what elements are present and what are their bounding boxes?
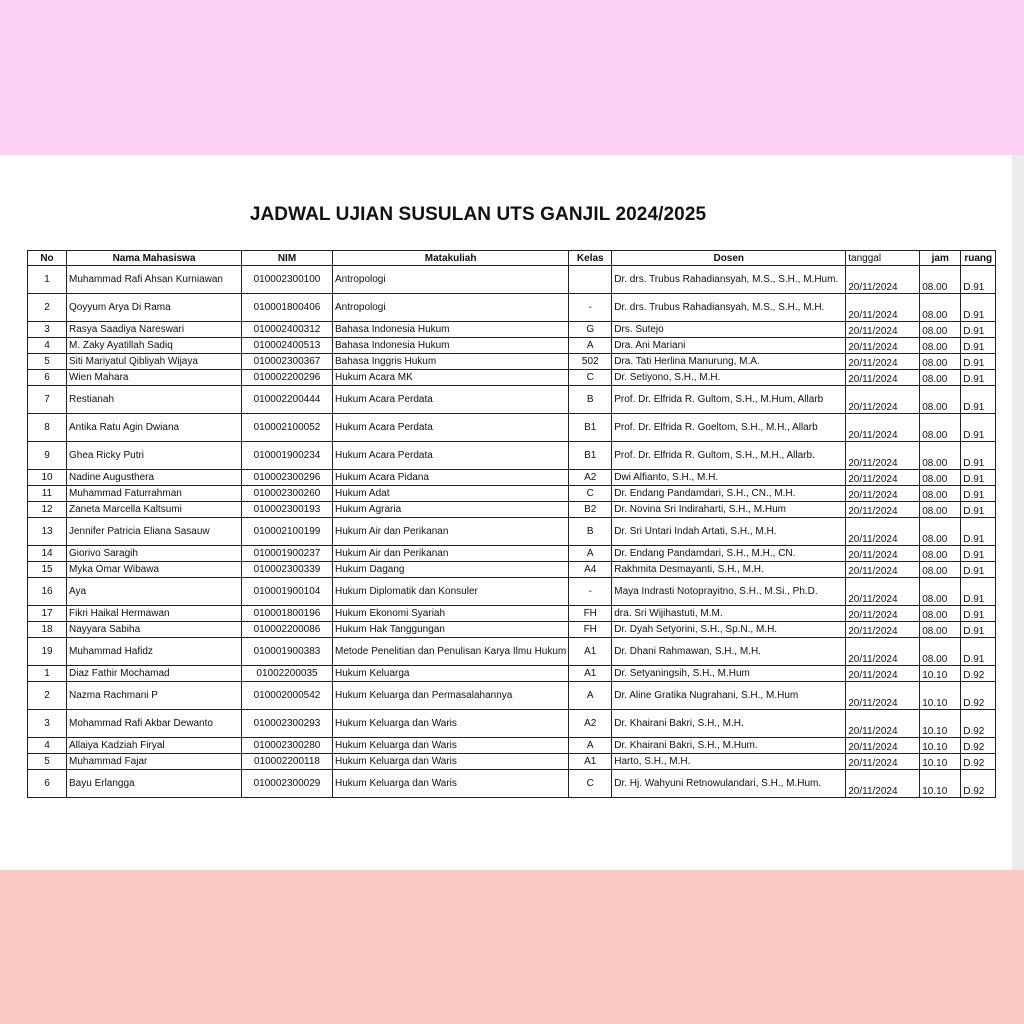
cell-jam: 08.00 (920, 322, 961, 338)
cell-no: 9 (28, 442, 67, 470)
cell-jam: 08.00 (920, 606, 961, 622)
cell-nama: Giorivo Saragih (67, 546, 242, 562)
top-pink-band (0, 0, 1024, 155)
cell-nama: Siti Mariyatul Qibliyah Wijaya (67, 354, 242, 370)
table-row (28, 666, 996, 682)
cell-dosen: Prof. Dr. Elfrida R. Gultom, S.H., M.Hum, Allarb (612, 386, 846, 414)
header-ruang: ruang (961, 251, 996, 266)
table-row (28, 386, 996, 414)
cell-ruang: D.91 (961, 370, 996, 386)
cell-nama: Mohammad Rafi Akbar Dewanto (67, 710, 242, 738)
cell-tanggal: 20/11/2024 (846, 470, 920, 486)
cell-kelas: - (569, 294, 612, 322)
cell-jam: 10.10 (920, 770, 961, 798)
cell-tanggal: 20/11/2024 (846, 606, 920, 622)
cell-matakuliah: Bahasa Indonesia Hukum (333, 322, 569, 338)
cell-nama: Wien Mahara (67, 370, 242, 386)
cell-kelas: A1 (569, 754, 612, 770)
header-tanggal: tanggal (846, 251, 920, 266)
cell-tanggal: 20/11/2024 (846, 710, 920, 738)
cell-nama: Bayu Erlangga (67, 770, 242, 798)
cell-jam: 08.00 (920, 578, 961, 606)
cell-kelas: B (569, 518, 612, 546)
cell-no: 1 (28, 666, 67, 682)
cell-dosen: Dr. Khairani Bakri, S.H., M.Hum. (612, 738, 846, 754)
cell-dosen: Dr. Dhani Rahmawan, S.H., M.H. (612, 638, 846, 666)
cell-nama: Muhammad Fajar (67, 754, 242, 770)
table-row (28, 606, 996, 622)
cell-no: 6 (28, 370, 67, 386)
cell-kelas: B1 (569, 414, 612, 442)
cell-matakuliah: Antropologi (333, 294, 569, 322)
cell-nama: Jennifer Patricia Eliana Sasauw (67, 518, 242, 546)
cell-nama: Myka Omar Wibawa (67, 562, 242, 578)
cell-tanggal: 20/11/2024 (846, 622, 920, 638)
table-row (28, 770, 996, 798)
cell-nama: Qoyyum Arya Di Rama (67, 294, 242, 322)
cell-dosen: Dwi Alfianto, S.H., M.H. (612, 470, 846, 486)
cell-ruang: D.91 (961, 322, 996, 338)
cell-nama: Muhammad Rafi Ahsan Kurniawan (67, 266, 242, 294)
cell-no: 7 (28, 386, 67, 414)
cell-no: 3 (28, 710, 67, 738)
cell-nim: 010002300029 (242, 770, 333, 798)
cell-tanggal: 20/11/2024 (846, 546, 920, 562)
cell-nim: 010001800406 (242, 294, 333, 322)
cell-nim: 010002300293 (242, 710, 333, 738)
cell-nama: Aya (67, 578, 242, 606)
cell-jam: 10.10 (920, 682, 961, 710)
cell-nim: 010002400312 (242, 322, 333, 338)
cell-tanggal: 20/11/2024 (846, 386, 920, 414)
cell-ruang: D.92 (961, 770, 996, 798)
cell-no: 17 (28, 606, 67, 622)
cell-jam: 08.00 (920, 502, 961, 518)
cell-dosen: dra. Sri Wijihastuti, M.M. (612, 606, 846, 622)
cell-dosen: Dr. drs. Trubus Rahadiansyah, M.S., S.H., M.Hum. (612, 266, 846, 294)
cell-nim: 010002300367 (242, 354, 333, 370)
cell-nim: 010002200444 (242, 386, 333, 414)
cell-matakuliah: Hukum Keluarga (333, 666, 569, 682)
cell-matakuliah: Hukum Adat (333, 486, 569, 502)
cell-kelas: FH (569, 622, 612, 638)
cell-matakuliah: Hukum Acara MK (333, 370, 569, 386)
cell-nim: 010002200086 (242, 622, 333, 638)
cell-ruang: D.91 (961, 578, 996, 606)
cell-nim: 010001900237 (242, 546, 333, 562)
cell-tanggal: 20/11/2024 (846, 770, 920, 798)
table-row (28, 442, 996, 470)
cell-ruang: D.91 (961, 386, 996, 414)
cell-nama: Allaiya Kadziah Firyal (67, 738, 242, 754)
cell-jam: 08.00 (920, 486, 961, 502)
table-row (28, 754, 996, 770)
cell-ruang: D.91 (961, 546, 996, 562)
cell-dosen: Dr. Setyaningsih, S.H., M.Hum (612, 666, 846, 682)
cell-nama: Nayyara Sabiha (67, 622, 242, 638)
cell-kelas: A1 (569, 638, 612, 666)
cell-nim: 010002300339 (242, 562, 333, 578)
table-row (28, 518, 996, 546)
cell-nim: 010002400513 (242, 338, 333, 354)
cell-kelas: A2 (569, 710, 612, 738)
cell-nama: Nadine Augusthera (67, 470, 242, 486)
cell-jam: 08.00 (920, 414, 961, 442)
header-matakuliah: Matakuliah (333, 251, 569, 266)
cell-nim: 010001800196 (242, 606, 333, 622)
table-body (28, 266, 996, 798)
cell-no: 2 (28, 294, 67, 322)
cell-kelas: - (569, 578, 612, 606)
cell-jam: 08.00 (920, 518, 961, 546)
cell-tanggal: 20/11/2024 (846, 442, 920, 470)
table-row (28, 338, 996, 354)
cell-tanggal: 20/11/2024 (846, 754, 920, 770)
cell-kelas: 502 (569, 354, 612, 370)
cell-no: 4 (28, 738, 67, 754)
cell-tanggal: 20/11/2024 (846, 578, 920, 606)
cell-nim: 010002200296 (242, 370, 333, 386)
cell-kelas: C (569, 370, 612, 386)
cell-no: 18 (28, 622, 67, 638)
document-title: JADWAL UJIAN SUSULAN UTS GANJIL 2024/2025 (249, 204, 707, 225)
cell-jam: 08.00 (920, 546, 961, 562)
cell-dosen: Dr. drs. Trubus Rahadiansyah, M.S., S.H., M.H. (612, 294, 846, 322)
cell-ruang: D.91 (961, 266, 996, 294)
cell-jam: 08.00 (920, 338, 961, 354)
cell-no: 4 (28, 338, 67, 354)
cell-matakuliah: Hukum Ekonomi Syariah (333, 606, 569, 622)
table-row (28, 470, 996, 486)
table-row (28, 562, 996, 578)
cell-nim: 010002100052 (242, 414, 333, 442)
cell-matakuliah: Hukum Acara Perdata (333, 386, 569, 414)
cell-dosen: Prof. Dr. Elfrida R. Gultom, S.H., M.H., Allarb. (612, 442, 846, 470)
cell-kelas: A (569, 546, 612, 562)
cell-matakuliah: Hukum Keluarga dan Waris (333, 770, 569, 798)
cell-matakuliah: Hukum Air dan Perikanan (333, 518, 569, 546)
cell-dosen: Dr. Hj. Wahyuni Retnowulandari, S.H., M.Hum. (612, 770, 846, 798)
schedule-table (27, 250, 996, 798)
cell-jam: 10.10 (920, 666, 961, 682)
cell-tanggal: 20/11/2024 (846, 502, 920, 518)
bottom-pink-band (0, 870, 1024, 1024)
cell-tanggal: 20/11/2024 (846, 682, 920, 710)
cell-matakuliah: Hukum Keluarga dan Waris (333, 710, 569, 738)
table-row (28, 682, 996, 710)
cell-ruang: D.91 (961, 354, 996, 370)
cell-matakuliah: Hukum Keluarga dan Waris (333, 738, 569, 754)
cell-matakuliah: Bahasa Inggris Hukum (333, 354, 569, 370)
cell-ruang: D.92 (961, 754, 996, 770)
cell-nim: 010001900383 (242, 638, 333, 666)
cell-matakuliah: Hukum Acara Pidana (333, 470, 569, 486)
cell-ruang: D.92 (961, 666, 996, 682)
cell-kelas: C (569, 486, 612, 502)
cell-nama: Muhammad Hafidz (67, 638, 242, 666)
cell-dosen: Harto, S.H., M.H. (612, 754, 846, 770)
cell-matakuliah: Hukum Agraria (333, 502, 569, 518)
cell-dosen: Dr. Aline Gratika Nugrahani, S.H., M.Hum (612, 682, 846, 710)
cell-dosen: Dra. Tati Herlina Manurung, M.A. (612, 354, 846, 370)
cell-tanggal: 20/11/2024 (846, 414, 920, 442)
cell-nama: Rasya Saadiya Nareswari (67, 322, 242, 338)
cell-tanggal: 20/11/2024 (846, 666, 920, 682)
cell-nim: 010002300100 (242, 266, 333, 294)
cell-no: 16 (28, 578, 67, 606)
cell-tanggal: 20/11/2024 (846, 562, 920, 578)
cell-ruang: D.92 (961, 682, 996, 710)
cell-jam: 08.00 (920, 354, 961, 370)
cell-nim: 010002300193 (242, 502, 333, 518)
cell-nama: Fikri Haikal Hermawan (67, 606, 242, 622)
cell-nim: 010002300260 (242, 486, 333, 502)
cell-nama: Restianah (67, 386, 242, 414)
cell-kelas (569, 266, 612, 294)
cell-no: 6 (28, 770, 67, 798)
cell-ruang: D.91 (961, 562, 996, 578)
cell-matakuliah: Hukum Acara Perdata (333, 414, 569, 442)
cell-ruang: D.91 (961, 502, 996, 518)
table-row (28, 710, 996, 738)
cell-matakuliah: Hukum Acara Perdata (333, 442, 569, 470)
cell-ruang: D.91 (961, 338, 996, 354)
cell-nama: Ghea Ricky Putri (67, 442, 242, 470)
cell-ruang: D.92 (961, 710, 996, 738)
cell-dosen: Dr. Dyah Setyorini, S.H., Sp.N., M.H. (612, 622, 846, 638)
cell-nama: Antika Ratu Agin Dwiana (67, 414, 242, 442)
cell-dosen: Drs. Sutejo (612, 322, 846, 338)
cell-kelas: A (569, 338, 612, 354)
cell-nim: 010001900104 (242, 578, 333, 606)
cell-jam: 08.00 (920, 622, 961, 638)
page-edge (1012, 155, 1024, 870)
cell-nama: M. Zaky Ayatillah Sadiq (67, 338, 242, 354)
cell-matakuliah: Hukum Dagang (333, 562, 569, 578)
cell-matakuliah: Antropologi (333, 266, 569, 294)
table-row (28, 266, 996, 294)
cell-ruang: D.91 (961, 622, 996, 638)
table-row (28, 486, 996, 502)
table-row (28, 502, 996, 518)
cell-no: 2 (28, 682, 67, 710)
table-row (28, 638, 996, 666)
cell-kelas: B (569, 386, 612, 414)
cell-no: 10 (28, 470, 67, 486)
cell-no: 1 (28, 266, 67, 294)
cell-kelas: B2 (569, 502, 612, 518)
cell-ruang: D.91 (961, 606, 996, 622)
cell-matakuliah: Hukum Keluarga dan Waris (333, 754, 569, 770)
cell-jam: 08.00 (920, 386, 961, 414)
cell-no: 5 (28, 354, 67, 370)
cell-no: 13 (28, 518, 67, 546)
cell-kelas: A4 (569, 562, 612, 578)
cell-ruang: D.91 (961, 414, 996, 442)
cell-dosen: Dra. Ani Mariani (612, 338, 846, 354)
cell-ruang: D.91 (961, 518, 996, 546)
cell-nama: Diaz Fathir Mochamad (67, 666, 242, 682)
cell-jam: 08.00 (920, 266, 961, 294)
cell-matakuliah: Metode Penelitian dan Penulisan Karya Ilmu Hukum (333, 638, 569, 666)
cell-ruang: D.91 (961, 294, 996, 322)
cell-jam: 08.00 (920, 638, 961, 666)
cell-dosen: Dr. Endang Pandamdari, S.H., CN., M.H. (612, 486, 846, 502)
cell-dosen: Rakhmita Desmayanti, S.H., M.H. (612, 562, 846, 578)
header-no: No (28, 251, 67, 266)
cell-ruang: D.91 (961, 486, 996, 502)
cell-tanggal: 20/11/2024 (846, 294, 920, 322)
cell-jam: 08.00 (920, 442, 961, 470)
cell-ruang: D.92 (961, 738, 996, 754)
cell-tanggal: 20/11/2024 (846, 518, 920, 546)
cell-dosen: Dr. Novina Sri Indiraharti, S.H., M.Hum (612, 502, 846, 518)
cell-dosen: Prof. Dr. Elfrida R. Goeltom, S.H., M.H., Allarb (612, 414, 846, 442)
cell-nim: 010002300280 (242, 738, 333, 754)
cell-no: 3 (28, 322, 67, 338)
cell-kelas: FH (569, 606, 612, 622)
cell-nim: 01002200035 (242, 666, 333, 682)
cell-matakuliah: Hukum Diplomatik dan Konsuler (333, 578, 569, 606)
cell-tanggal: 20/11/2024 (846, 738, 920, 754)
cell-ruang: D.91 (961, 470, 996, 486)
cell-jam: 08.00 (920, 470, 961, 486)
cell-no: 15 (28, 562, 67, 578)
cell-tanggal: 20/11/2024 (846, 266, 920, 294)
cell-jam: 08.00 (920, 562, 961, 578)
cell-kelas: A1 (569, 666, 612, 682)
cell-tanggal: 20/11/2024 (846, 486, 920, 502)
cell-jam: 10.10 (920, 738, 961, 754)
cell-dosen: Dr. Setiyono, S.H., M.H. (612, 370, 846, 386)
cell-nim: 010001900234 (242, 442, 333, 470)
cell-jam: 08.00 (920, 294, 961, 322)
cell-nama: Muhammad Faturrahman (67, 486, 242, 502)
cell-kelas: A (569, 682, 612, 710)
cell-tanggal: 20/11/2024 (846, 338, 920, 354)
header-kelas: Kelas (569, 251, 612, 266)
cell-tanggal: 20/11/2024 (846, 354, 920, 370)
cell-nim: 010002300296 (242, 470, 333, 486)
cell-no: 5 (28, 754, 67, 770)
header-nim: NIM (242, 251, 333, 266)
table-header-row (28, 251, 996, 266)
cell-no: 19 (28, 638, 67, 666)
cell-nim: 010002200118 (242, 754, 333, 770)
cell-dosen: Dr. Sri Untari Indah Artati, S.H., M.H. (612, 518, 846, 546)
cell-kelas: C (569, 770, 612, 798)
table-row (28, 354, 996, 370)
cell-nama: Nazma Rachmani P (67, 682, 242, 710)
cell-kelas: A2 (569, 470, 612, 486)
cell-matakuliah: Bahasa Indonesia Hukum (333, 338, 569, 354)
cell-matakuliah: Hukum Keluarga dan Permasalahannya (333, 682, 569, 710)
table-row (28, 322, 996, 338)
cell-nim: 010002100199 (242, 518, 333, 546)
table-row (28, 738, 996, 754)
cell-no: 12 (28, 502, 67, 518)
cell-jam: 10.10 (920, 754, 961, 770)
cell-tanggal: 20/11/2024 (846, 370, 920, 386)
cell-matakuliah: Hukum Air dan Perikanan (333, 546, 569, 562)
header-nama: Nama Mahasiswa (67, 251, 242, 266)
table-row (28, 370, 996, 386)
cell-no: 11 (28, 486, 67, 502)
cell-dosen: Dr. Khairani Bakri, S.H., M.H. (612, 710, 846, 738)
cell-jam: 10.10 (920, 710, 961, 738)
cell-no: 8 (28, 414, 67, 442)
cell-matakuliah: Hukum Hak Tanggungan (333, 622, 569, 638)
table-row (28, 294, 996, 322)
table-row (28, 622, 996, 638)
header-jam: jam (920, 251, 961, 266)
table-row (28, 546, 996, 562)
cell-nim: 010002000542 (242, 682, 333, 710)
cell-dosen: Maya Indrasti Notoprayitno, S.H., M.Si., Ph.D. (612, 578, 846, 606)
table-row (28, 578, 996, 606)
cell-no: 14 (28, 546, 67, 562)
cell-nama: Zaneta Marcella Kaltsumi (67, 502, 242, 518)
cell-ruang: D.91 (961, 638, 996, 666)
cell-kelas: A (569, 738, 612, 754)
cell-kelas: B1 (569, 442, 612, 470)
cell-tanggal: 20/11/2024 (846, 638, 920, 666)
cell-jam: 08.00 (920, 370, 961, 386)
header-dosen: Dosen (612, 251, 846, 266)
cell-ruang: D.91 (961, 442, 996, 470)
cell-kelas: G (569, 322, 612, 338)
table-row (28, 414, 996, 442)
cell-tanggal: 20/11/2024 (846, 322, 920, 338)
cell-dosen: Dr. Endang Pandamdari, S.H., M.H., CN. (612, 546, 846, 562)
